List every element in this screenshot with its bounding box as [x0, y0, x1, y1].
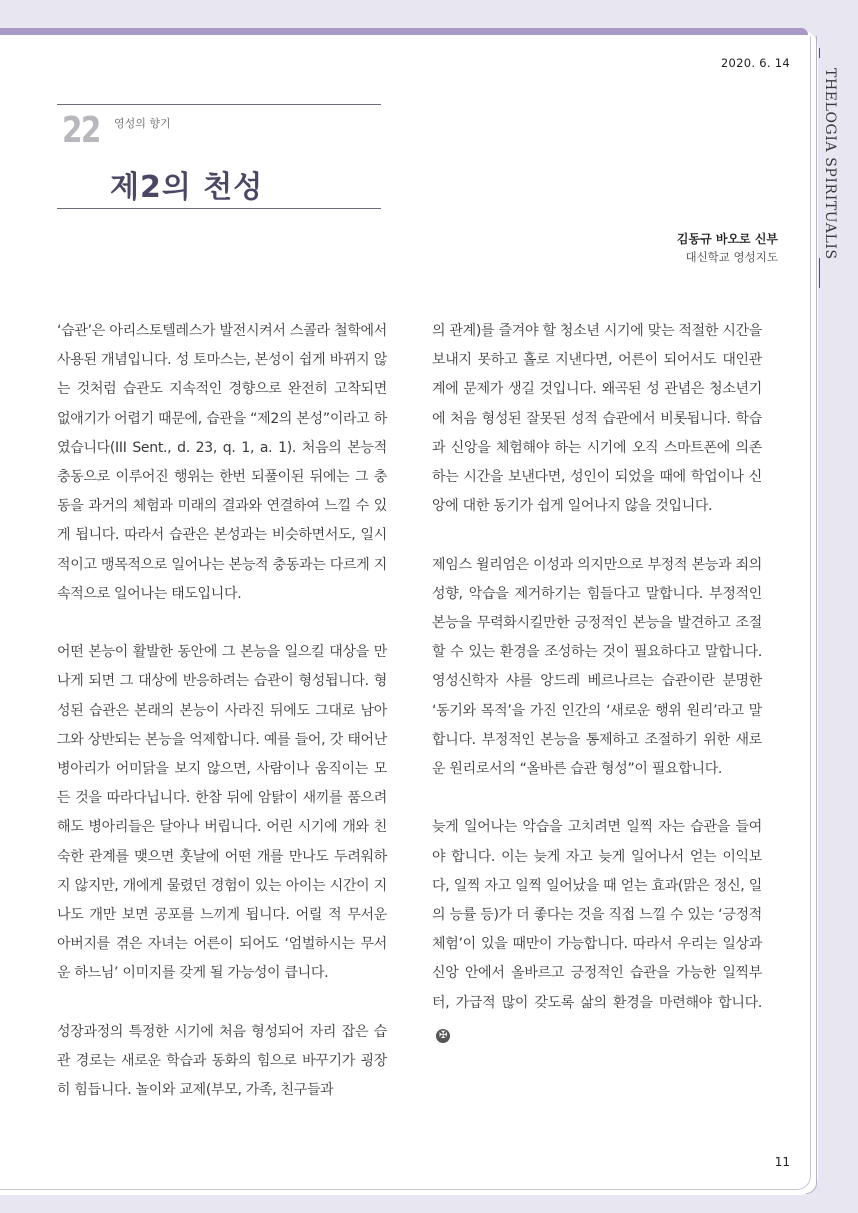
- end-mark-icon: ✠: [436, 1029, 450, 1043]
- paragraph: ‘습관’은 아리스토텔레스가 발전시켜서 스콜라 철학에서 사용된 개념입니다. 성 토마스는, 본성이 쉽게 바뀌지 않는 것처럼 습관도 지속적인 경향으로 완전히 고착되면 없애기가 어렵기 때문에, 습관을 “제2의 본성”이라고 하였습니다(III Sent., d. 23, q. 1, a. 1). 처음의 본능적 충동으로 이루어진 행위는 한번 되풀이된 뒤에는 그 충동을 과거의 체험과 미래의 결과와 연결하여 느낄 수 있게 됩니다. 따라서 습관은 본성과는 비슷하면서도, 일시적이고 맹목적으로 일어나는 본능적 충동과는 다르게 지속적으로 일어나는 태도입니다.: [57, 323, 387, 602]
- paragraph: 성장과정의 특정한 시기에 처음 형성되어 자리 잡은 습관 경로는 새로운 학습과 동화의 힘으로 바꾸기가 굉장히 힘듭니다. 놀이와 교제(부모, 가족, 친구들과: [57, 1023, 387, 1099]
- page-number: 11: [774, 1155, 790, 1169]
- top-color-band: [0, 28, 808, 35]
- spine-rule-top: [819, 48, 820, 58]
- article-title: 제2의 천성: [110, 170, 264, 205]
- paragraph: [432, 813, 762, 1047]
- issue-date: 2020. 6. 14: [720, 56, 790, 70]
- paragraph-text: 늦게 일어나는 악습을 고치려면 일찍 자는 습관을 들여야 합니다. 이는 늦게 자고 늦게 일어나서 얻는 이익보다, 일찍 자고 일찍 일어났을 때 얻는 효과(맑은 정신, 일의 능률 등)가 더 좋다는 것을 직접 느낄 수 있는 ‘긍정적 체험’이 있을 때만이 가능합니다. 따라서 우리는 일상과 신앙 안에서 올바르고 긍정적인 습관을 가능한 일찍부터, 가급적 많이 갖도록 삶의 환경을 마련해야 합니다.: [432, 819, 762, 1011]
- title-rule-top: [57, 104, 381, 105]
- spine-title: THELOGIA SPIRITUALIS: [822, 68, 838, 260]
- issue-number: 22: [62, 110, 100, 151]
- paragraph: 어떤 본능이 활발한 동안에 그 본능을 일으킬 대상을 만나게 되면 그 대상에 반응하려는 습관이 형성됩니다. 형성된 습관은 본래의 본능이 사라진 뒤에도 그대로 남아 그와 상반되는 본능을 억제합니다. 예를 들어, 갓 태어난 병아리가 어미닭을 보지 않으면, 사람이나 움직이는 모든 것을 따라다닙니다. 한참 뒤에 암탉이 새끼를 품으려 해도 병아리들은 달아나 버립니다. 어린 시기에 개와 친숙한 관계를 맺으면 훗날에 어떤 개를 만나도 두려워하지 않지만, 개에게 물렸던 경험이 있는 아이는 시간이 지나도 개만 보면 공포를 느끼게 됩니다. 어릴 적 무서운 아버지를 겪은 자녀는 어른이 되어도 ‘엄벌하시는 무서운 하느님’ 이미지를 갖게 될 가능성이 큽니다.: [57, 644, 387, 982]
- title-rule-bottom: [57, 208, 381, 209]
- spine-rule-bottom: [819, 258, 820, 288]
- paragraph: 제임스 윌리엄은 이성과 의지만으로 부정적 본능과 죄의 성향, 악습을 제거하기는 힘들다고 말합니다. 부정적인 본능을 무력화시킬만한 긍정적인 본능을 발견하고 조절할 수 있는 환경을 조성하는 것이 필요하다고 말합니다. 영성신학자 샤를 앙드레 베르나르는 습관이란 분명한 ‘동기와 목적’을 가진 인간의 ‘새로운 행위 원리’라고 말합니다. 부정적인 본능을 통제하고 조절하기 위한 새로운 원리로서의 “올바른 습관 형성”이 필요합니다.: [432, 556, 762, 778]
- author-name: 김동규 바오로 신부: [676, 232, 778, 246]
- section-label: 영성의 향기: [114, 117, 171, 130]
- body-column-left: [57, 317, 387, 1135]
- paragraph: 의 관계)를 즐겨야 할 청소년 시기에 맞는 적절한 시간을 보내지 못하고 홀로 지낸다면, 어른이 되어서도 대인관계에 문제가 생길 것입니다. 왜곡된 성 관념은 청소년기에 처음 형성된 잘못된 성적 습관에서 비롯됩니다. 학습과 신앙을 체험해야 하는 시기에 오직 스마트폰에 의존하는 시간을 보낸다면, 성인이 되었을 때에 학업이나 신앙에 대한 동기가 쉽게 일어나지 않을 것입니다.: [432, 323, 762, 515]
- body-column-right: [432, 317, 762, 1076]
- page-frame-outer: [806, 36, 817, 1194]
- author-affiliation: 대신학교 영성지도: [685, 250, 778, 264]
